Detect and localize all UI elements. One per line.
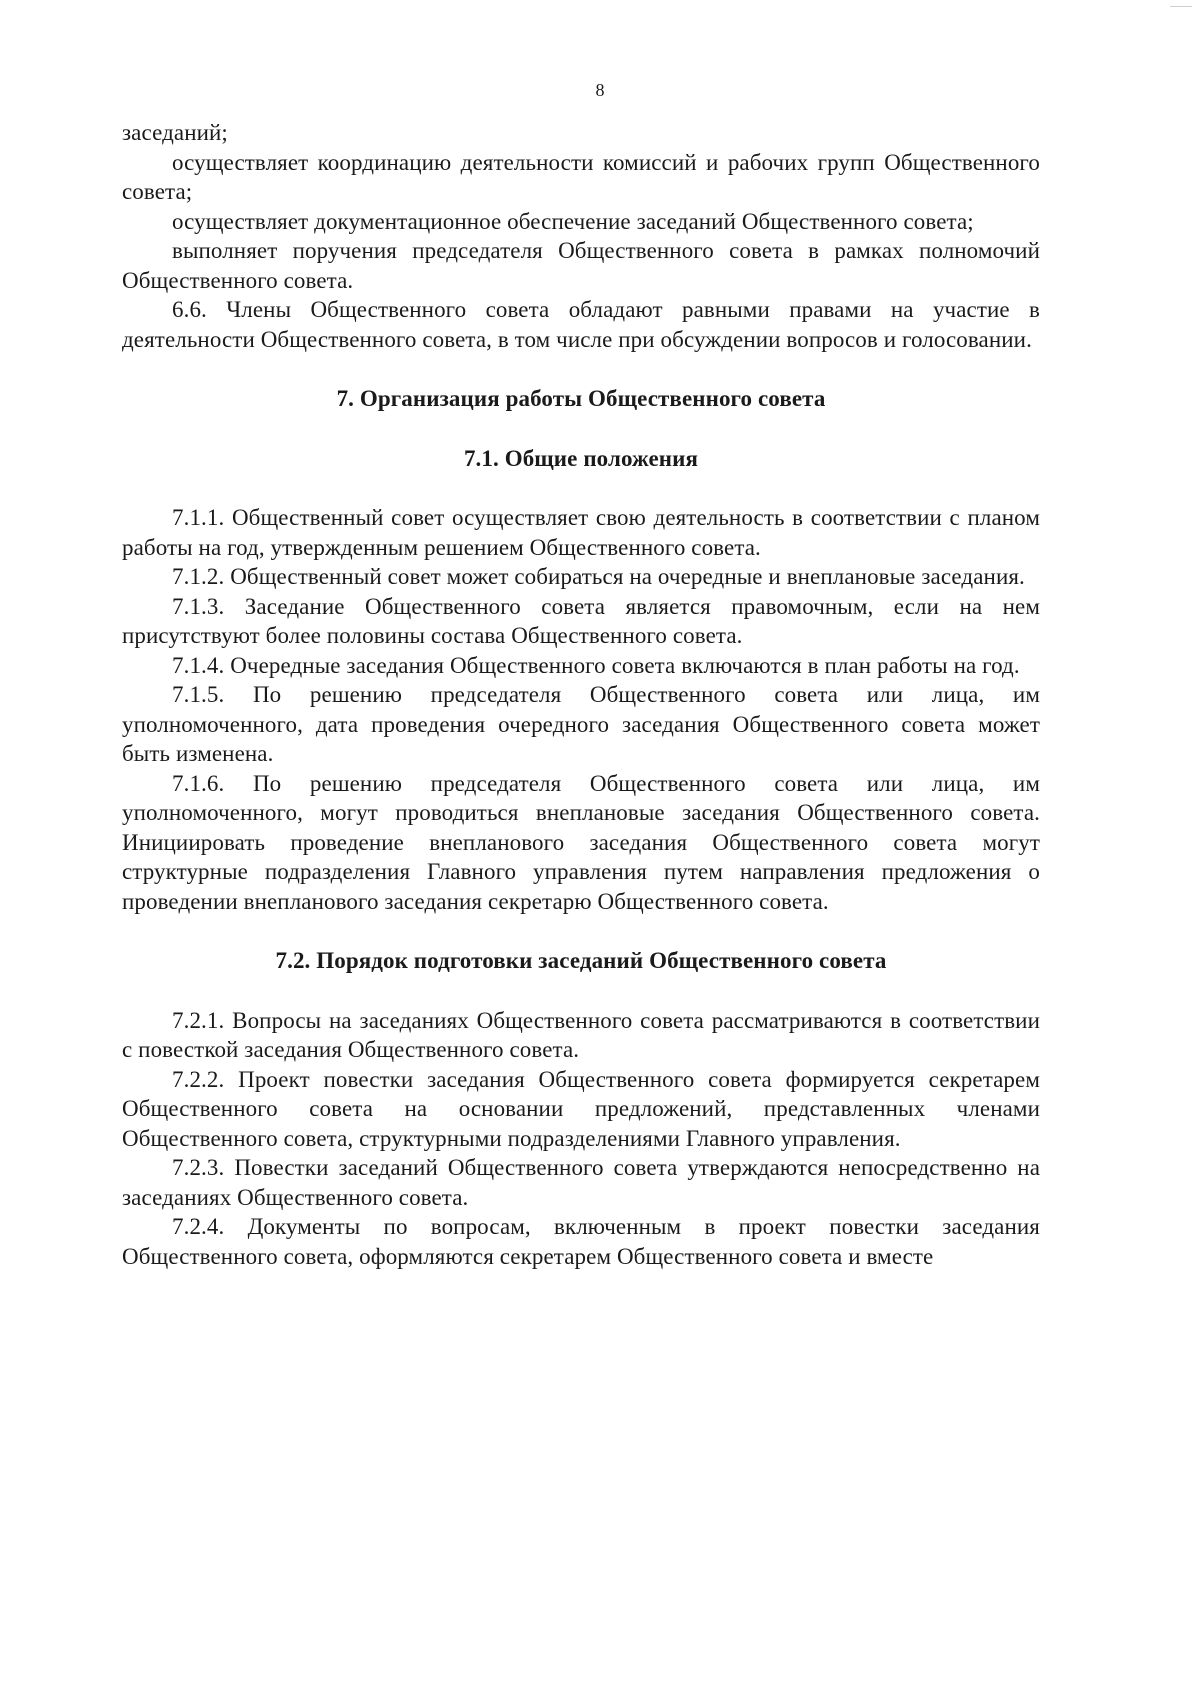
clause-7-2-3: 7.2.3. Повестки заседаний Общественного совета утверждаются непосредственно на заседаниях Общественного совета. — [122, 1155, 1040, 1210]
scan-edge-mark — [1170, 0, 1192, 7]
subsection-7-1-heading: 7.1. Общие положения — [463, 445, 699, 471]
clause-7-2-4: 7.2.4. Документы по вопросам, включенным в проект повестки заседания Общественного совета, оформляются секретарем Общественного совета и вместе — [122, 1214, 1040, 1269]
paragraph-coordination: осуществляет координацию деятельности комиссий и рабочих групп Общественного совета; — [122, 149, 1040, 204]
paragraph-continuation: заседаний; — [122, 120, 228, 145]
paragraph-6-6: 6.6. Члены Общественного совета обладают равными правами на участие в деятельности Общественного совета, в том числе при обсуждении вопросов и голосовании. — [122, 297, 1040, 352]
clause-7-2-2: 7.2.2. Проект повестки заседания Общественного совета формируется секретарем Общественного совета на основании предложений, представленных членами Общественного совета, структурными подразделениями Главного управления. — [122, 1066, 1040, 1151]
paragraph-documentation: осуществляет документационное обеспечение заседаний Общественного совета; — [172, 208, 974, 234]
clause-7-1-6: 7.1.6. По решению председателя Общественного совета или лица, им уполномоченного, могут проводиться внеплановые заседания Общественного совета. Инициировать проведение внепланового заседания Общественного совета могут структурные подразделения Главного управления путем направления предложения о проведении внепланового заседания секретарю Общественного совета. — [122, 770, 1040, 914]
clause-7-1-3: 7.1.3. Заседание Общественного совета является правомочным, если на нем присутствуют более половины состава Общественного совета. — [122, 593, 1040, 648]
document-body — [122, 118, 1040, 1271]
clause-7-1-5: 7.1.5. По решению председателя Общественного совета или лица, им уполномоченного, дата проведения очередного заседания Общественного совета может быть изменена. — [122, 682, 1040, 766]
clause-7-1-1: 7.1.1. Общественный совет осуществляет свою деятельность в соответствии с планом работы на год, утвержденным решением Общественного совета. — [122, 505, 1040, 560]
clause-7-1-4: 7.1.4. Очередные заседания Общественного совета включаются в план работы на год. — [172, 652, 1020, 678]
subsection-7-2-heading: 7.2. Порядок подготовки заседаний Общественного совета — [275, 948, 887, 973]
section-7-heading: 7. Организация работы Общественного совета — [336, 386, 826, 411]
page-number: 8 — [595, 80, 605, 100]
clause-7-2-1: 7.2.1. Вопросы на заседаниях Общественного совета рассматриваются в соответствии с повесткой заседания Общественного совета. — [122, 1007, 1040, 1062]
paragraph-assignments: выполняет поручения председателя Общественного совета в рамках полномочий Общественного совета. — [122, 238, 1040, 293]
clause-7-1-2: 7.1.2. Общественный совет может собираться на очередные и внеплановые заседания. — [172, 564, 1025, 589]
